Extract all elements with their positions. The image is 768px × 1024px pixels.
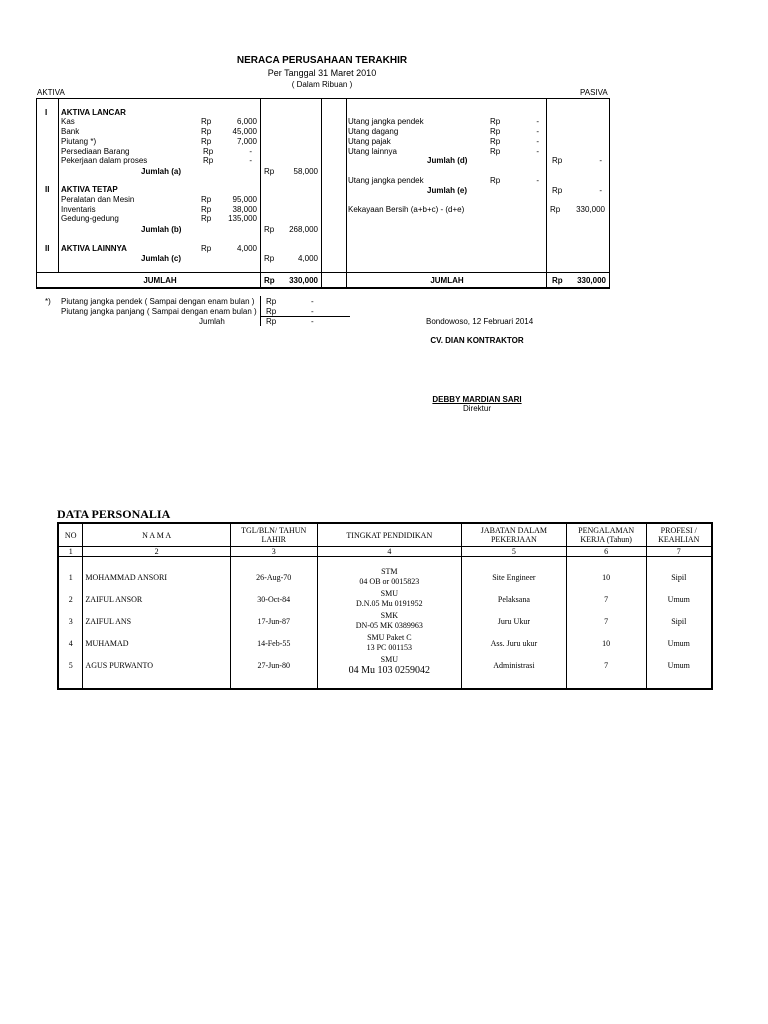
line-item-value: 7,000	[236, 137, 257, 146]
aktiva-tetap-title: AKTIVA TETAP	[61, 185, 118, 194]
pasiva-label: PASIVA	[580, 88, 608, 97]
subtotal-currency: Rp	[552, 186, 563, 195]
row-position: Administrasi	[462, 654, 567, 676]
line-item-label: Bank	[61, 127, 80, 136]
education-level: SMU	[380, 589, 398, 598]
pasiva-total-label: JUMLAH	[430, 276, 464, 285]
row-position: Site Engineer	[462, 566, 567, 588]
table-row	[58, 610, 712, 632]
personalia-title: DATA PERSONALIA	[57, 507, 171, 521]
aktiva-lancar-num: I	[45, 108, 48, 117]
column-header: TINGKAT PENDIDIKAN	[317, 523, 461, 547]
line-item-value: -	[536, 117, 539, 126]
line-item-value: 6,000	[236, 117, 257, 126]
line-item-value: 4,000	[236, 244, 257, 253]
education-level: SMU Paket C	[367, 633, 412, 642]
row-experience: 7	[566, 654, 646, 676]
signatory-name: DEBBY MARDIAN SARI	[432, 395, 522, 404]
line-item-label: Gedung-gedung	[61, 214, 119, 223]
line-item-label: Pekerjaan dalam proses	[61, 156, 148, 165]
line-item-label: Inventaris	[61, 205, 96, 214]
line-item-currency: Rp	[201, 214, 212, 223]
line-item-label: Kas	[61, 117, 75, 126]
row-education	[317, 654, 461, 676]
line-item-currency: Rp	[203, 147, 214, 156]
line-item-value: 135,000	[228, 214, 257, 223]
aktiva-lancar-title: AKTIVA LANCAR	[61, 108, 126, 117]
row-profession: Umum	[646, 588, 712, 610]
row-education	[317, 610, 461, 632]
line-item-label: Utang dagang	[348, 127, 399, 136]
line-item-label: Persediaan Barang	[61, 147, 130, 156]
column-header: JABATAN DALAM PEKERJAAN	[462, 523, 567, 547]
line-item-value: -	[536, 147, 539, 156]
place-date: Bondowoso, 12 Februari 2014	[426, 317, 534, 326]
personalia-table	[57, 522, 713, 690]
subtotal-value: 268,000	[289, 225, 318, 234]
spacer-row	[58, 557, 712, 567]
subtotal-label: Jumlah (d)	[427, 156, 468, 165]
row-birthdate: 17-Jun-87	[230, 610, 317, 632]
line-item-currency: Rp	[201, 244, 212, 253]
spacer-row	[58, 676, 712, 689]
row-experience: 7	[566, 588, 646, 610]
certificate-number: DN-05 MK 0389963	[355, 621, 423, 630]
aktiva-lainnya-num: II	[45, 244, 50, 253]
aktiva-total-currency: Rp	[264, 276, 275, 285]
row-no: 4	[58, 632, 83, 654]
column-header: N A M A	[83, 523, 230, 547]
table-row	[58, 588, 712, 610]
footnote-currency: Rp	[266, 307, 277, 316]
table-header-row	[58, 523, 712, 547]
line-item-label: Utang jangka pendek	[348, 176, 424, 185]
table-row	[58, 654, 712, 676]
column-index: 6	[566, 547, 646, 557]
column-index: 3	[230, 547, 317, 557]
row-name: ZAIFUL ANSOR	[83, 588, 230, 610]
row-name: AGUS PURWANTO	[83, 654, 230, 676]
page-date: Per Tanggal 31 Maret 2010	[267, 68, 377, 78]
certificate-number: D.N.05 Mu 0191952	[355, 599, 423, 608]
line-item-currency: Rp	[490, 147, 501, 156]
aktiva-tetap-num: II	[45, 185, 50, 194]
row-name: ZAIFUL ANS	[83, 610, 230, 632]
line-item-currency: Rp	[490, 176, 501, 185]
column-index: 5	[462, 547, 567, 557]
column-index: 1	[58, 547, 83, 557]
pasiva-total-value: 330,000	[577, 276, 606, 285]
row-position: Pelaksana	[462, 588, 567, 610]
footnote-currency: Rp	[266, 297, 277, 306]
footnote-value: -	[311, 307, 314, 316]
column-header: TGL/BLN/ TAHUN LAHIR	[230, 523, 317, 547]
aktiva-lainnya-title: AKTIVA LAINNYA	[61, 244, 127, 253]
subtotal-currency: Rp	[264, 225, 275, 234]
equity-value: 330,000	[576, 205, 605, 214]
line-item-value: -	[249, 156, 252, 165]
line-item-currency: Rp	[201, 195, 212, 204]
subtotal-currency: Rp	[264, 167, 275, 176]
row-profession: Sipil	[646, 610, 712, 632]
subtotal-label: Jumlah (b)	[141, 225, 182, 234]
education-level: SMU	[380, 655, 398, 664]
row-birthdate: 30-Oct-84	[230, 588, 317, 610]
certificate-number: 04 OB or 0015823	[359, 577, 420, 586]
row-position: Ass. Juru ukur	[462, 632, 567, 654]
line-item-value: 38,000	[232, 205, 257, 214]
line-item-currency: Rp	[203, 156, 214, 165]
subtotal-value: -	[599, 156, 602, 165]
column-header: NO	[58, 523, 83, 547]
line-item-value: 45,000	[232, 127, 257, 136]
row-profession: Umum	[646, 632, 712, 654]
line-item-value: -	[536, 176, 539, 185]
table-row	[58, 566, 712, 588]
row-profession: Umum	[646, 654, 712, 676]
certificate-number: 13 PC 001153	[366, 643, 413, 652]
subtotal-currency: Rp	[552, 156, 563, 165]
row-name: MUHAMAD	[83, 632, 230, 654]
line-item-currency: Rp	[201, 117, 212, 126]
footnote-value: -	[311, 297, 314, 306]
column-header: PROFESI / KEAHLIAN	[646, 523, 712, 547]
row-no: 2	[58, 588, 83, 610]
page-title: NERACA PERUSAHAAN TERAKHIR	[236, 55, 408, 66]
row-birthdate: 14-Feb-55	[230, 632, 317, 654]
line-item-currency: Rp	[201, 127, 212, 136]
table-row	[58, 632, 712, 654]
line-item-label: Utang lainnya	[348, 147, 397, 156]
row-experience: 7	[566, 610, 646, 632]
line-item-label: Utang jangka pendek	[348, 117, 424, 126]
subtotal-label: Jumlah (c)	[141, 254, 182, 263]
row-no: 5	[58, 654, 83, 676]
certificate-number: 04 Mu 103 0259042	[348, 665, 431, 676]
line-item-label: Piutang *)	[61, 137, 97, 146]
row-no: 3	[58, 610, 83, 632]
footnote-value: -	[311, 317, 314, 326]
education-level: STM	[381, 567, 398, 576]
column-index: 2	[83, 547, 230, 557]
row-name: MOHAMMAD ANSORI	[83, 566, 230, 588]
line-item-currency: Rp	[490, 137, 501, 146]
line-item-currency: Rp	[490, 127, 501, 136]
row-birthdate: 26-Aug-70	[230, 566, 317, 588]
row-education	[317, 588, 461, 610]
aktiva-total-value: 330,000	[289, 276, 318, 285]
line-item-value: -	[536, 127, 539, 136]
subtotal-value: 4,000	[297, 254, 318, 263]
subtotal-value: -	[599, 186, 602, 195]
signatory-position: Direktur	[462, 404, 492, 413]
column-header: PENGALAMAN KERJA (Tahun)	[566, 523, 646, 547]
line-item-label: Peralatan dan Mesin	[61, 195, 135, 204]
row-experience: 10	[566, 566, 646, 588]
column-index-row	[58, 547, 712, 557]
column-index: 4	[317, 547, 461, 557]
subtotal-value: 58,000	[293, 167, 318, 176]
line-item-value: -	[249, 147, 252, 156]
line-item-currency: Rp	[490, 117, 501, 126]
footnote-line: Piutang jangka panjang ( Sampai dengan enam bulan )	[61, 307, 257, 316]
line-item-label: Utang pajak	[348, 137, 391, 146]
unit-note: ( Dalam Ribuan )	[291, 80, 353, 89]
row-position: Juru Ukur	[462, 610, 567, 632]
footnote-marker: *)	[45, 297, 51, 306]
footnote-line: Piutang jangka pendek ( Sampai dengan enam bulan )	[61, 297, 255, 306]
company-name: CV. DIAN KONTRAKTOR	[430, 336, 524, 345]
aktiva-label: AKTIVA	[37, 88, 65, 97]
row-experience: 10	[566, 632, 646, 654]
pasiva-total-currency: Rp	[552, 276, 563, 285]
footnote-currency: Rp	[266, 317, 277, 326]
line-item-currency: Rp	[201, 205, 212, 214]
equity-label: Kekayaan Bersih (a+b+c) - (d+e)	[348, 205, 465, 214]
row-education	[317, 566, 461, 588]
row-profession: Sipil	[646, 566, 712, 588]
footnote-sum-label: Jumlah	[199, 317, 225, 326]
line-item-value: 95,000	[232, 195, 257, 204]
line-item-value: -	[536, 137, 539, 146]
equity-currency: Rp	[550, 205, 561, 214]
column-index: 7	[646, 547, 712, 557]
row-education	[317, 632, 461, 654]
education-level: SMK	[380, 611, 398, 620]
line-item-currency: Rp	[201, 137, 212, 146]
aktiva-total-label: JUMLAH	[143, 276, 177, 285]
subtotal-label: Jumlah (e)	[427, 186, 468, 195]
subtotal-label: Jumlah (a)	[141, 167, 182, 176]
footnote-divider	[260, 296, 261, 326]
row-no: 1	[58, 566, 83, 588]
subtotal-currency: Rp	[264, 254, 275, 263]
row-birthdate: 27-Jun-80	[230, 654, 317, 676]
